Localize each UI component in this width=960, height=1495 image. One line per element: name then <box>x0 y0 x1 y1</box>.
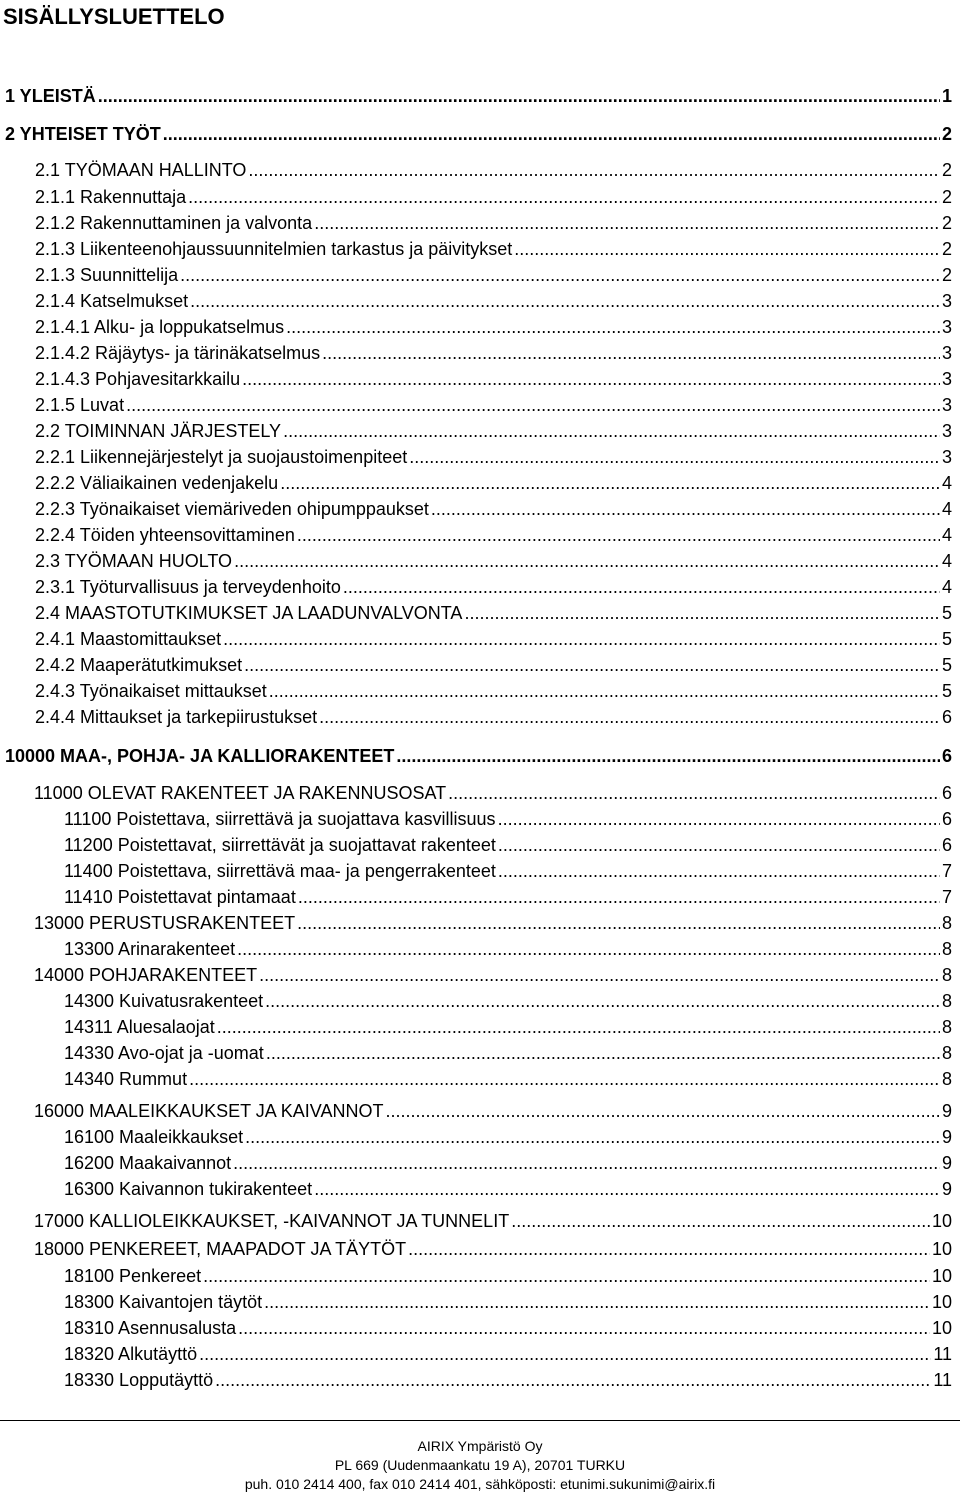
toc-entry-label: 2.1.2 Rakennuttaminen ja valvonta <box>35 213 313 233</box>
toc-leader-dots <box>283 421 940 442</box>
toc-entry-page: 5 <box>941 629 952 649</box>
toc-entry[interactable] <box>34 965 952 986</box>
toc-entry-label: 14311 Aluesalaojat <box>64 1017 215 1037</box>
toc-entry[interactable] <box>35 265 952 286</box>
toc-entry-page: 11 <box>933 1370 952 1390</box>
toc-entry-page: 6 <box>941 809 952 829</box>
toc-entry[interactable] <box>64 1292 952 1313</box>
toc-entry-page: 8 <box>941 991 952 1011</box>
toc-leader-dots <box>514 239 940 260</box>
toc-entry-label: 18320 Alkutäyttö <box>64 1344 198 1364</box>
toc-entry[interactable] <box>5 746 952 767</box>
toc-entry[interactable] <box>35 447 952 468</box>
toc-entry-page: 3 <box>941 447 952 467</box>
toc-entry[interactable] <box>64 809 952 830</box>
toc-leader-dots <box>248 160 940 181</box>
toc-entry-label: 16100 Maaleikkaukset <box>64 1127 244 1147</box>
toc-entry[interactable] <box>64 1318 952 1339</box>
toc-leader-dots <box>126 395 940 416</box>
toc-leader-dots <box>217 1017 940 1038</box>
toc-entry-label: 11400 Poistettava, siirrettävä maa- ja pengerrakenteet <box>64 861 496 881</box>
toc-entry-page: 3 <box>941 343 952 363</box>
toc-entry-label: 2.1.5 Luvat <box>35 395 125 415</box>
toc-entry-page: 10 <box>931 1266 952 1286</box>
toc-entry-label: 10000 MAA-, POHJA- JA KALLIORAKENTEET <box>5 746 395 766</box>
toc-entry[interactable] <box>64 861 952 882</box>
toc-entry[interactable] <box>35 655 952 676</box>
footer-company: AIRIX Ympäristö Oy <box>417 1438 543 1454</box>
toc-leader-dots <box>238 1318 930 1339</box>
toc-leader-dots <box>233 1153 940 1174</box>
toc-entry-page: 8 <box>941 1017 952 1037</box>
toc-leader-dots <box>189 1069 940 1090</box>
toc-leader-dots <box>297 525 940 546</box>
toc-entry[interactable] <box>35 369 952 390</box>
toc-leader-dots <box>215 1370 931 1391</box>
toc-entry[interactable] <box>34 1239 952 1260</box>
toc-entry-label: 14330 Avo-ojat ja -uomat <box>64 1043 264 1063</box>
toc-entry[interactable] <box>35 629 952 650</box>
toc-entry-label: 2.3 TYÖMAAN HUOLTO <box>35 551 233 571</box>
toc-entry-page: 4 <box>941 551 952 571</box>
toc-leader-dots <box>203 1266 930 1287</box>
toc-entry[interactable] <box>5 86 952 107</box>
toc-entry-page: 8 <box>941 1069 952 1089</box>
toc-entry-page: 8 <box>941 913 952 933</box>
toc-leader-dots <box>322 343 940 364</box>
toc-entry-page: 5 <box>941 603 952 623</box>
toc-entry-page: 2 <box>941 265 952 285</box>
toc-leader-dots <box>319 707 940 728</box>
toc-entry-page: 2 <box>941 160 952 180</box>
toc-entry[interactable] <box>64 1370 952 1391</box>
toc-entry-page: 10 <box>931 1292 952 1312</box>
toc-entry-label: 2.2.4 Töiden yhteensovittaminen <box>35 525 295 545</box>
toc-leader-dots <box>188 187 940 208</box>
toc-entry[interactable] <box>35 395 952 416</box>
toc-entry-label: 14300 Kuivatusrakenteet <box>64 991 264 1011</box>
toc-entry[interactable] <box>64 835 952 856</box>
toc-entry[interactable] <box>64 1069 952 1090</box>
toc-entry[interactable] <box>35 681 952 702</box>
toc-entry-page: 5 <box>941 681 952 701</box>
toc-entry-page: 6 <box>941 783 952 803</box>
toc-entry[interactable] <box>34 1211 952 1232</box>
toc-leader-dots <box>264 1292 930 1313</box>
toc-leader-dots <box>234 551 940 572</box>
toc-leader-dots <box>199 1344 931 1365</box>
toc-entry-page: 3 <box>941 291 952 311</box>
toc-entry[interactable] <box>64 1127 952 1148</box>
toc-entry[interactable] <box>35 291 952 312</box>
toc-entry-page: 9 <box>941 1153 952 1173</box>
toc-entry-page: 1 <box>941 86 952 106</box>
toc-entry-label: 18330 Lopputäyttö <box>64 1370 214 1390</box>
toc-entry-page: 7 <box>941 861 952 881</box>
toc-leader-dots <box>223 629 940 650</box>
toc-leader-dots <box>498 809 940 830</box>
toc-entry-label: 18100 Penkereet <box>64 1266 202 1286</box>
toc-entry-page: 10 <box>931 1239 952 1259</box>
toc-entry-page: 3 <box>941 369 952 389</box>
toc-entry-page: 9 <box>941 1127 952 1147</box>
toc-leader-dots <box>431 499 940 520</box>
toc-leader-dots <box>266 1043 940 1064</box>
toc-entry-label: 13300 Arinarakenteet <box>64 939 236 959</box>
toc-entry-page: 4 <box>941 473 952 493</box>
toc-leader-dots <box>314 1179 940 1200</box>
toc-entry-label: 2.1.3 Suunnittelija <box>35 265 179 285</box>
toc-entry-page: 6 <box>941 707 952 727</box>
toc-entry-label: 2.1.1 Rakennuttaja <box>35 187 187 207</box>
toc-entry-label: 18300 Kaivantojen täytöt <box>64 1292 263 1312</box>
toc-entry[interactable] <box>35 239 952 260</box>
toc-entry-label: 2.4.3 Työnaikaiset mittaukset <box>35 681 267 701</box>
toc-entry[interactable] <box>35 473 952 494</box>
toc-entry-page: 2 <box>941 213 952 233</box>
toc-entry-label: 11000 OLEVAT RAKENTEET JA RAKENNUSOSAT <box>34 783 447 803</box>
toc-leader-dots <box>265 991 940 1012</box>
toc-entry[interactable] <box>35 707 952 728</box>
toc-entry[interactable] <box>35 213 952 234</box>
toc-leader-dots <box>280 473 940 494</box>
toc-leader-dots <box>286 317 940 338</box>
toc-entry-page: 2 <box>941 239 952 259</box>
toc-entry-page: 3 <box>941 421 952 441</box>
toc-leader-dots <box>511 1211 930 1232</box>
toc-entry-label: 2.1.4.3 Pohjavesitarkkailu <box>35 369 241 389</box>
toc-entry-page: 11 <box>933 1344 952 1364</box>
toc-leader-dots <box>98 86 940 107</box>
toc-entry-page: 6 <box>941 746 952 766</box>
toc-entry-page: 8 <box>941 965 952 985</box>
toc-leader-dots <box>163 124 940 145</box>
toc-leader-dots <box>409 447 940 468</box>
toc-leader-dots <box>237 939 940 960</box>
page-title: SISÄLLYSLUETTELO <box>3 4 225 29</box>
toc-entry-label: 2.3.1 Työturvallisuus ja terveydenhoito <box>35 577 341 597</box>
toc-entry-page: 6 <box>941 835 952 855</box>
toc-entry-label: 2.4.4 Mittaukset ja tarkepiirustukset <box>35 707 318 727</box>
toc-entry-page: 3 <box>941 317 952 337</box>
toc-entry-label: 2.2 TOIMINNAN JÄRJESTELY <box>35 421 282 441</box>
toc-entry[interactable] <box>35 577 952 598</box>
toc-entry[interactable] <box>64 1344 952 1365</box>
toc-entry[interactable] <box>34 783 952 804</box>
toc-entry[interactable] <box>35 187 952 208</box>
toc-entry-label: 2.1.3 Liikenteenohjaussuunnitelmien tarkastus ja päivitykset <box>35 239 513 259</box>
toc-entry-page: 9 <box>941 1179 952 1199</box>
toc-entry-label: 2 YHTEISET TYÖT <box>5 124 161 144</box>
toc-entry[interactable] <box>64 939 952 960</box>
toc-entry-label: 2.4.1 Maastomittaukset <box>35 629 222 649</box>
toc-leader-dots <box>259 965 940 986</box>
toc-entry[interactable] <box>35 421 952 442</box>
toc-leader-dots <box>190 291 940 312</box>
toc-entry[interactable] <box>64 1266 952 1287</box>
toc-entry-page: 5 <box>941 655 952 675</box>
toc-entry-label: 16200 Maakaivannot <box>64 1153 232 1173</box>
toc-entry-label: 1 YLEISTÄ <box>5 86 96 106</box>
toc-entry-page: 10 <box>931 1318 952 1338</box>
toc-entry-label: 2.1.4 Katselmukset <box>35 291 189 311</box>
toc-entry[interactable] <box>64 1017 952 1038</box>
toc-entry-page: 4 <box>941 525 952 545</box>
toc-entry-label: 2.4 MAASTOTUTKIMUKSET JA LAADUNVALVONTA <box>35 603 463 623</box>
toc-leader-dots <box>269 681 940 702</box>
toc-entry-label: 16000 MAALEIKKAUKSET JA KAIVANNOT <box>34 1101 384 1121</box>
toc-leader-dots <box>498 835 940 856</box>
toc-entry-label: 14000 POHJARAKENTEET <box>34 965 258 985</box>
toc-entry[interactable] <box>35 160 952 181</box>
toc-entry-page: 3 <box>941 395 952 415</box>
toc-entry-page: 7 <box>941 887 952 907</box>
toc-entry[interactable] <box>64 887 952 908</box>
toc-entry-page: 4 <box>941 499 952 519</box>
toc-entry-label: 14340 Rummut <box>64 1069 188 1089</box>
toc-entry[interactable] <box>34 1101 952 1122</box>
toc-entry[interactable] <box>35 551 952 572</box>
toc-entry-page: 8 <box>941 1043 952 1063</box>
toc-leader-dots <box>245 1127 940 1148</box>
toc-entry-label: 2.1 TYÖMAAN HALLINTO <box>35 160 247 180</box>
toc-entry[interactable] <box>64 991 952 1012</box>
footer-contact: puh. 010 2414 400, fax 010 2414 401, sähköposti: etunimi.sukunimi@airix.fi <box>244 1476 716 1492</box>
toc-leader-dots <box>298 887 940 908</box>
toc-leader-dots <box>408 1239 930 1260</box>
toc-leader-dots <box>385 1101 940 1122</box>
toc-leader-dots <box>464 603 940 624</box>
footer-address: PL 669 (Uudenmaankatu 19 A), 20701 TURKU <box>334 1457 626 1473</box>
toc-leader-dots <box>314 213 940 234</box>
toc-entry[interactable] <box>64 1179 952 1200</box>
toc-entry-label: 18310 Asennusalusta <box>64 1318 237 1338</box>
toc-leader-dots <box>448 783 940 804</box>
toc-leader-dots <box>343 577 940 598</box>
toc-entry-label: 2.2.2 Väliaikainen vedenjakelu <box>35 473 279 493</box>
toc-entry-label: 16300 Kaivannon tukirakenteet <box>64 1179 313 1199</box>
page-footer <box>0 1437 960 1494</box>
toc-entry-label: 11200 Poistettavat, siirrettävät ja suojattavat rakenteet <box>64 835 496 855</box>
toc-entry-label: 2.4.2 Maaperätutkimukset <box>35 655 243 675</box>
toc-leader-dots <box>498 861 940 882</box>
toc-entry[interactable] <box>64 1043 952 1064</box>
toc-entry-page: 8 <box>941 939 952 959</box>
toc-leader-dots <box>180 265 940 286</box>
toc-entry-label: 11100 Poistettava, siirrettävä ja suojattava kasvillisuus <box>64 809 496 829</box>
toc-entry-label: 13000 PERUSTUSRAKENTEET <box>34 913 296 933</box>
toc-entry-page: 2 <box>941 124 952 144</box>
toc-entry-label: 2.2.1 Liikennejärjestelyt ja suojaustoimenpiteet <box>35 447 408 467</box>
toc-entry-page: 9 <box>941 1101 952 1121</box>
toc-entry-label: 11410 Poistettavat pintamaat <box>64 887 296 907</box>
toc-entry[interactable] <box>5 124 952 145</box>
toc-entry-page: 2 <box>941 187 952 207</box>
toc-entry[interactable] <box>35 499 952 520</box>
toc-entry-page: 4 <box>941 577 952 597</box>
footer-divider <box>0 1420 960 1421</box>
toc-leader-dots <box>244 655 940 676</box>
toc-entry[interactable] <box>34 913 952 934</box>
toc-entry[interactable] <box>35 343 952 364</box>
toc-entry[interactable] <box>35 317 952 338</box>
toc-entry[interactable] <box>35 525 952 546</box>
toc-entry-label: 17000 KALLIOLEIKKAUKSET, -KAIVANNOT JA TUNNELIT <box>34 1211 510 1231</box>
toc-leader-dots <box>242 369 940 390</box>
toc-entry-label: 18000 PENKEREET, MAAPADOT JA TÄYTÖT <box>34 1239 407 1259</box>
toc-entry-label: 2.2.3 Työnaikaiset viemäriveden ohipumppaukset <box>35 499 429 519</box>
toc-entry-label: 2.1.4.1 Alku- ja loppukatselmus <box>35 317 285 337</box>
toc-leader-dots <box>396 746 940 767</box>
toc-entry[interactable] <box>64 1153 952 1174</box>
toc-leader-dots <box>297 913 940 934</box>
toc-entry-label: 2.1.4.2 Räjäytys- ja tärinäkatselmus <box>35 343 321 363</box>
toc-entry-page: 10 <box>931 1211 952 1231</box>
toc-entry[interactable] <box>35 603 952 624</box>
